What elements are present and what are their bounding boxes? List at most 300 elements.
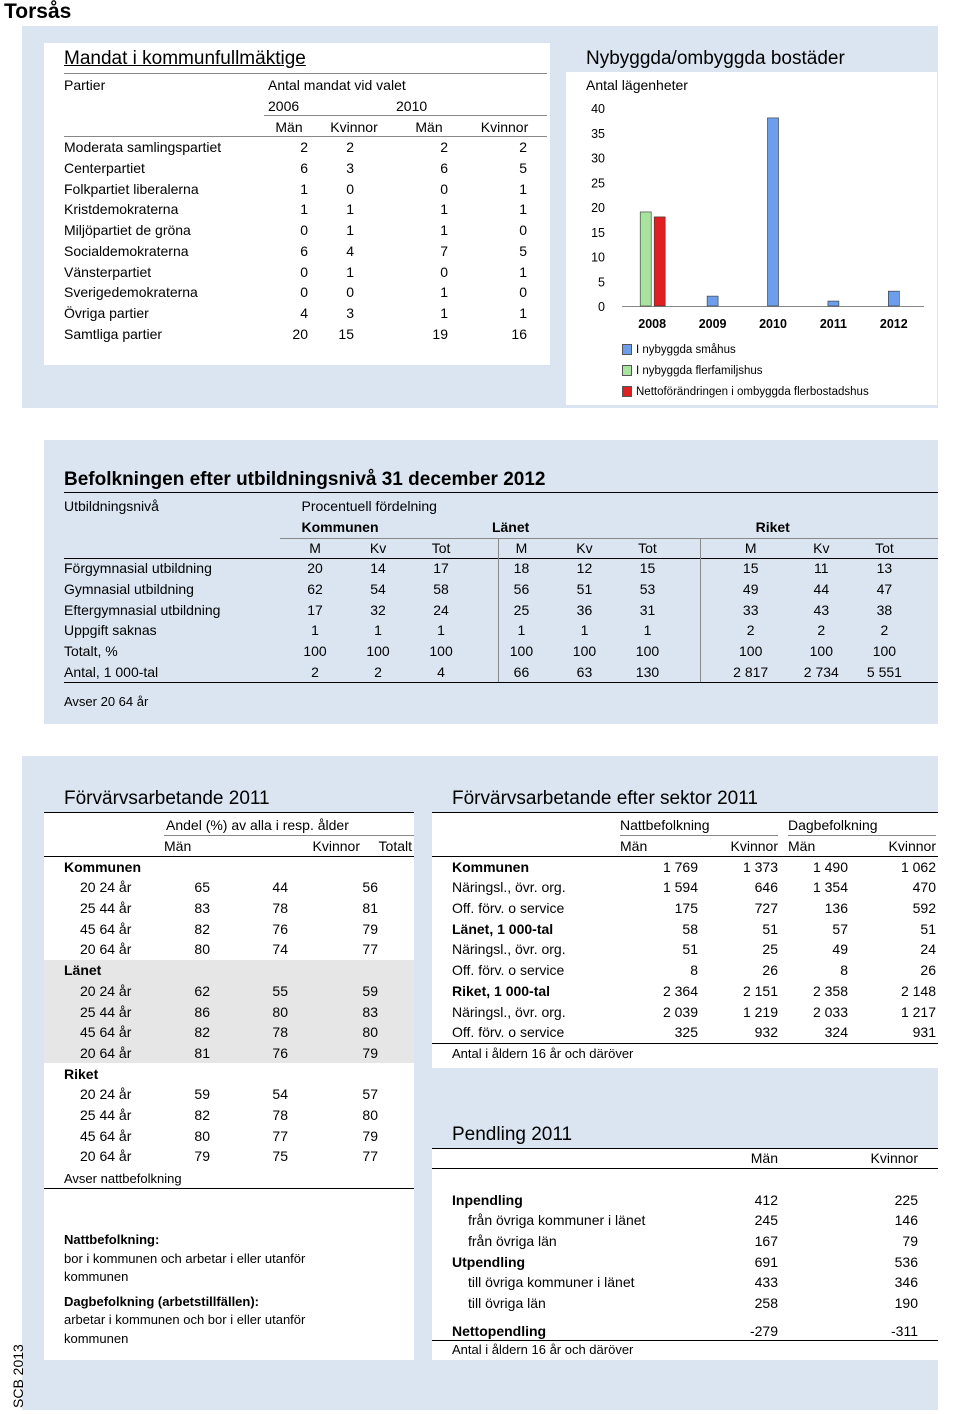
group-label: Kommunen: [64, 858, 141, 875]
percent-value: 49: [742, 581, 759, 598]
seat-count: 0: [346, 284, 354, 301]
table-row: [452, 939, 936, 960]
percent-value: 15: [639, 560, 656, 577]
table-row: [44, 1105, 414, 1126]
divider: [264, 115, 547, 116]
divider: [44, 1188, 414, 1189]
legend-item: [622, 361, 869, 382]
commute-value: 167: [754, 1233, 778, 1250]
seat-count: 1: [440, 201, 448, 218]
table-row: [452, 981, 936, 1002]
seat-count: 2: [346, 139, 354, 156]
share-value: 80: [194, 941, 210, 958]
share-value: 62: [164, 981, 212, 1002]
group-lanet: Länet: [491, 519, 530, 536]
spacer-cell: [679, 641, 712, 662]
forv-header: Andel (%) av alla i resp. ålder: [166, 817, 349, 834]
party-name: Sverigedemokraterna: [64, 284, 198, 301]
percent-value: 1: [437, 622, 445, 639]
commute-value: 691: [754, 1253, 778, 1270]
count-value: 24: [920, 941, 936, 958]
percent-value: 1: [517, 622, 526, 639]
legend-item: [622, 382, 869, 403]
count-value: 51: [762, 920, 778, 937]
sector-label: Off. förv. o service: [452, 900, 565, 917]
percent-value: 25: [513, 601, 530, 618]
count-value: 26: [920, 962, 936, 979]
commute-value: 346: [894, 1274, 918, 1291]
commute-value: -279: [749, 1322, 778, 1339]
forv-table: [44, 815, 414, 1167]
age-group: 25 44 år: [80, 1106, 132, 1123]
count-value: 25: [762, 941, 778, 958]
percent-value: 100: [509, 643, 534, 660]
percent-value: 15: [742, 560, 759, 577]
count-value: 1 490: [812, 858, 848, 875]
legend-item: [622, 340, 869, 361]
seat-count: 0: [519, 222, 527, 239]
share-value: 44: [272, 879, 288, 896]
table-row: [44, 856, 414, 877]
table-row: [64, 261, 545, 282]
count-value: 51: [682, 941, 698, 958]
percent-value: 53: [639, 581, 656, 598]
percent-value: 100: [739, 643, 763, 660]
seat-count: 1: [440, 222, 448, 239]
percent-value: 43: [813, 601, 830, 618]
percent-value: 18: [513, 560, 530, 577]
group-label: Länet: [44, 960, 414, 981]
percent-value: 47: [876, 581, 893, 598]
percent-value: 12: [576, 560, 593, 577]
share-value: 54: [272, 1086, 288, 1103]
sektor-title: Förvärvsarbetande efter sektor 2011: [452, 788, 758, 809]
bar-chart: [566, 96, 937, 336]
table-row: [44, 1146, 414, 1167]
commute-label: Inpendling: [452, 1191, 523, 1208]
seat-count: 0: [300, 284, 308, 301]
seat-count: 1: [519, 180, 527, 197]
divider: [280, 538, 938, 539]
table-row: [64, 662, 916, 683]
divider: [44, 812, 414, 813]
divider: [432, 1168, 938, 1169]
commute-label: till övriga kommuner i länet: [468, 1274, 635, 1291]
table-row: [44, 1043, 414, 1064]
spacer-cell: [452, 1169, 702, 1190]
seat-count: 5: [519, 160, 527, 177]
col-partier: Partier: [64, 77, 106, 94]
spacer-cell: [679, 620, 712, 641]
seat-count: 1: [346, 201, 354, 218]
commute-value: 225: [894, 1191, 918, 1208]
share-value: 78: [212, 1022, 308, 1043]
party-name: Samtliga partier: [64, 325, 163, 342]
seat-count: 6: [300, 242, 308, 259]
sektor-table: [452, 815, 936, 1043]
def2-text: kommunen: [64, 1330, 129, 1346]
table-row: [452, 1022, 936, 1043]
share-value: 59: [194, 1086, 210, 1103]
table-row: [44, 1001, 414, 1022]
def1-text: bor i kommunen och arbetar i eller utanför: [64, 1250, 306, 1266]
share-value: 77: [272, 1127, 288, 1144]
table-row: [44, 1022, 414, 1043]
table-row: [64, 199, 545, 220]
party-name: Övriga partier: [64, 304, 149, 321]
count-value: 175: [674, 900, 698, 917]
sektor-note: Antal i åldern 16 år och däröver: [452, 1046, 634, 1061]
table-row: [452, 1251, 918, 1272]
party-name: Miljöpartiet de gröna: [64, 222, 191, 239]
percent-value: 24: [433, 601, 449, 618]
table-row: [452, 1293, 918, 1314]
age-group: 45 64 år: [80, 920, 132, 937]
group-riket: Riket: [755, 519, 790, 536]
percent-value: 44: [813, 581, 830, 598]
table-row: [452, 1210, 918, 1231]
percent-value: 5 551: [866, 663, 902, 680]
page-title: Torsås: [4, 0, 72, 23]
table-row: [64, 303, 545, 324]
sector-label: Näringsl., övr. org.: [452, 1003, 566, 1020]
spacer-cell: [679, 599, 712, 620]
count-value: 931: [912, 1024, 936, 1041]
share-value: 82: [164, 1022, 212, 1043]
table-row: [64, 178, 545, 199]
sub-header: Kvinnor: [730, 838, 778, 855]
seat-count: 2: [300, 139, 308, 156]
commute-value: 245: [754, 1212, 778, 1229]
seat-count: 1: [346, 263, 354, 280]
percent-value: 1: [311, 622, 319, 639]
pendling-note: Antal i åldern 16 år och däröver: [452, 1342, 634, 1357]
x-tick-label: 2009: [698, 317, 727, 331]
count-value: 2 151: [742, 982, 778, 999]
share-value: 56: [362, 879, 378, 896]
table-row: [452, 1169, 918, 1190]
count-value: 2 364: [662, 982, 698, 999]
commute-label: Utpendling: [452, 1253, 526, 1270]
sub-header: Kv: [576, 539, 593, 556]
legend-swatch: [622, 344, 632, 355]
count-value: 49: [832, 941, 848, 958]
share-value: 65: [194, 879, 210, 896]
empty-cell: [64, 537, 284, 558]
count-value: 1 354: [812, 879, 848, 896]
age-group: 20 64 år: [80, 1148, 132, 1165]
age-group: 45 64 år: [80, 1127, 132, 1144]
age-group: 20 24 år: [44, 981, 164, 1002]
count-value: 592: [912, 900, 936, 917]
percent-value: 2: [880, 622, 889, 639]
percent-value: 66: [513, 663, 530, 680]
sub-header: Tot: [431, 539, 451, 556]
table-row: [44, 898, 414, 919]
pendling-table: [452, 1148, 918, 1339]
count-value: 1 594: [662, 879, 698, 896]
seat-count: 0: [300, 222, 308, 239]
divider: [64, 136, 547, 137]
share-value: 75: [272, 1148, 288, 1165]
percent-value: 36: [576, 601, 593, 618]
seat-count: 4: [346, 242, 354, 259]
divider: [432, 856, 938, 857]
percent-value: 2: [746, 622, 755, 639]
seat-count: 7: [440, 242, 448, 259]
table-row: [44, 1125, 414, 1146]
percent-value: 4: [437, 663, 445, 680]
spacer-cell: [378, 1001, 414, 1022]
age-group: 45 64 år: [44, 1022, 164, 1043]
seat-count: 6: [440, 160, 448, 177]
sub-header: Tot: [875, 539, 894, 556]
col-antal-mandat: Antal mandat vid valet: [268, 77, 406, 94]
divider: [432, 812, 938, 813]
y-tick-label: 10: [591, 250, 605, 265]
education-level: Antal, 1 000-tal: [64, 663, 159, 680]
age-group: 25 44 år: [80, 900, 132, 917]
share-value: 81: [164, 1043, 212, 1064]
bar-2008: [654, 217, 665, 306]
count-value: 325: [674, 1024, 698, 1041]
commute-label: från övriga län: [468, 1233, 557, 1250]
group-label: Riket: [64, 1065, 99, 1082]
count-value: 324: [824, 1024, 848, 1041]
share-value: 82: [194, 920, 210, 937]
divider: [498, 538, 499, 682]
table-row: [64, 282, 545, 303]
spacer-cell: [378, 1125, 414, 1146]
seat-count: 5: [519, 242, 527, 259]
table-row: [44, 939, 414, 960]
count-value: 58: [682, 920, 698, 937]
share-value: 79: [362, 920, 378, 937]
divider: [64, 73, 547, 74]
divider: [64, 682, 938, 683]
count-value: 2 039: [662, 1003, 698, 1020]
chart-title: Nybyggda/ombyggda bostäder: [586, 48, 845, 69]
table-row: [44, 877, 414, 898]
share-value: 81: [362, 900, 378, 917]
share-value: 79: [308, 1043, 378, 1064]
legend-swatch: [622, 365, 632, 376]
y-tick-label: 30: [591, 151, 605, 166]
spacer-cell: [378, 981, 414, 1002]
share-value: 57: [362, 1086, 378, 1103]
def1-text: kommunen: [64, 1269, 129, 1285]
share-value: 79: [362, 1127, 378, 1144]
sub-header: Män: [164, 838, 192, 855]
percent-value: 1: [643, 622, 652, 639]
spacer-cell: [378, 1105, 414, 1126]
party-name: Vänsterpartiet: [64, 263, 152, 280]
seat-count: 0: [346, 180, 354, 197]
share-value: 76: [212, 1043, 308, 1064]
sector-label: Näringsl., övr. org.: [452, 879, 566, 896]
count-value: 8: [840, 962, 848, 979]
count-value: 646: [754, 879, 778, 896]
pendling-title: Pendling 2011: [452, 1124, 573, 1145]
x-tick-label: 2010: [759, 317, 787, 331]
percent-value: 32: [370, 601, 386, 618]
percent-value: 100: [635, 643, 660, 660]
commute-value: 79: [902, 1233, 918, 1250]
percent-value: 51: [576, 581, 593, 598]
spacer-cell: [378, 918, 414, 939]
percent-value: 2 734: [803, 663, 839, 680]
commute-value: 146: [894, 1212, 918, 1229]
count-value: 1 062: [900, 858, 936, 875]
count-value: 26: [762, 962, 778, 979]
sector-label: Off. förv. o service: [452, 962, 565, 979]
table-row: [44, 918, 414, 939]
divider: [64, 558, 938, 559]
group-kommunen: Kommunen: [301, 519, 379, 536]
sub-header: Kv: [369, 539, 387, 556]
percent-value: 56: [513, 581, 530, 598]
bar-2010: [768, 118, 779, 306]
commute-label: Nettopendling: [452, 1322, 547, 1339]
table-row: [64, 620, 916, 641]
spacer-cell: [473, 641, 490, 662]
forv-note: Avser nattbefolkning: [64, 1171, 182, 1186]
spacer-cell: [702, 1169, 798, 1190]
seat-count: 0: [519, 284, 527, 301]
legend-label: Nettoförändringen i ombyggda flerbostadshus: [636, 386, 869, 398]
col-utbniva: Utbildningsnivå: [64, 498, 159, 515]
commute-value: 433: [754, 1274, 778, 1291]
commute-value: 536: [894, 1253, 918, 1270]
table-row: [44, 1084, 414, 1105]
percent-value: 100: [872, 643, 897, 660]
spacer-cell: [473, 537, 490, 558]
count-value: 8: [690, 962, 698, 979]
seat-count: 1: [346, 222, 354, 239]
divider: [64, 492, 938, 493]
spacer-cell: [378, 1084, 414, 1105]
share-value: 76: [272, 920, 288, 937]
sub-header: Kvinnor: [330, 118, 378, 135]
seat-count: 3: [346, 160, 354, 177]
share-value: 77: [362, 1148, 378, 1165]
bar-2009: [707, 296, 718, 306]
divider: [44, 856, 414, 857]
def2-title: Dagbefolkning (arbetstillfällen):: [64, 1293, 260, 1309]
sub-header: Män: [620, 838, 648, 855]
commute-value: 258: [754, 1295, 778, 1312]
seat-count: 1: [519, 263, 527, 280]
seat-count: 1: [519, 201, 527, 218]
sub-header: Totalt: [378, 838, 412, 855]
divider: [700, 538, 701, 682]
percent-value: 11: [814, 560, 829, 577]
count-value: 2 033: [812, 1003, 848, 1020]
legend-label: I nybyggda flerfamiljshus: [636, 365, 763, 377]
percent-value: 31: [639, 601, 656, 618]
percent-value: 20: [307, 560, 323, 577]
education-level: Uppgift saknas: [64, 622, 157, 639]
table-row: [452, 898, 936, 919]
spacer-cell: [378, 877, 414, 898]
commute-label: till övriga län: [468, 1295, 546, 1312]
education-level: Gymnasial utbildning: [64, 581, 194, 598]
commute-value: 412: [754, 1191, 778, 1208]
col-procentuell: Procentuell fördelning: [301, 498, 437, 515]
spacer-cell: [679, 662, 712, 683]
age-group: 25 44 år: [44, 1001, 164, 1022]
percent-value: 58: [433, 581, 449, 598]
share-value: 55: [212, 981, 308, 1002]
party-name: Centerpartiet: [64, 160, 145, 177]
percent-value: 100: [303, 643, 327, 660]
y-tick-label: 25: [591, 176, 605, 191]
sub-header: M: [744, 539, 757, 556]
share-value: 86: [164, 1001, 212, 1022]
spacer-cell: [798, 1169, 918, 1190]
seat-count: 0: [440, 263, 448, 280]
percent-value: 1: [374, 622, 382, 639]
count-value: 470: [912, 879, 936, 896]
percent-value: 2 817: [733, 663, 769, 680]
percent-value: 17: [307, 601, 323, 618]
footer-credit: SCB 2013: [10, 1344, 26, 1408]
percent-value: 14: [370, 560, 386, 577]
divider: [164, 835, 414, 836]
forv-title: Förvärvsarbetande 2011: [64, 788, 270, 809]
party-name: Socialdemokraterna: [64, 242, 189, 259]
sector-label: Länet, 1 000-tal: [452, 920, 554, 937]
sub-header: Kvinnor: [312, 838, 360, 855]
def2-text: arbetar i kommunen och bor i eller utanför: [64, 1312, 306, 1328]
utb-title: Befolkningen efter utbildningsnivå 31 december 2012: [64, 469, 546, 490]
divider: [620, 835, 778, 836]
percent-value: 2: [311, 663, 319, 680]
count-value: 1 217: [900, 1003, 936, 1020]
count-value: 2 148: [900, 982, 936, 999]
table-row: [64, 599, 916, 620]
spacer-cell: [473, 620, 490, 641]
seat-count: 1: [519, 304, 527, 321]
percent-value: 13: [876, 560, 893, 577]
sub-header: M: [309, 539, 321, 556]
percent-value: 100: [809, 643, 833, 660]
count-value: 57: [832, 920, 848, 937]
forv-definitions: [64, 1231, 305, 1349]
table-row: [452, 856, 936, 877]
group-natt: Nattbefolkning: [620, 817, 710, 834]
spacer-cell: [473, 558, 490, 579]
spacer-cell: [679, 558, 712, 579]
count-value: 1 373: [742, 858, 778, 875]
share-value: 74: [272, 941, 288, 958]
chart-legend: [622, 340, 869, 403]
table-row: [452, 1189, 918, 1210]
spacer-cell: [378, 1022, 414, 1043]
x-tick-label: 2008: [638, 317, 667, 331]
age-group: 20 24 år: [80, 879, 132, 896]
sub-header: Män: [750, 1150, 778, 1167]
table-row: [64, 537, 916, 558]
spacer-cell: [679, 537, 712, 558]
y-tick-label: 35: [591, 126, 605, 141]
y-tick-label: 20: [591, 201, 605, 215]
sub-header: Tot: [638, 539, 657, 556]
sub-header: Män: [788, 838, 816, 855]
seat-count: 1: [300, 180, 308, 197]
utb-note: Avser 20 64 år: [64, 694, 149, 709]
table-row: [64, 158, 545, 179]
